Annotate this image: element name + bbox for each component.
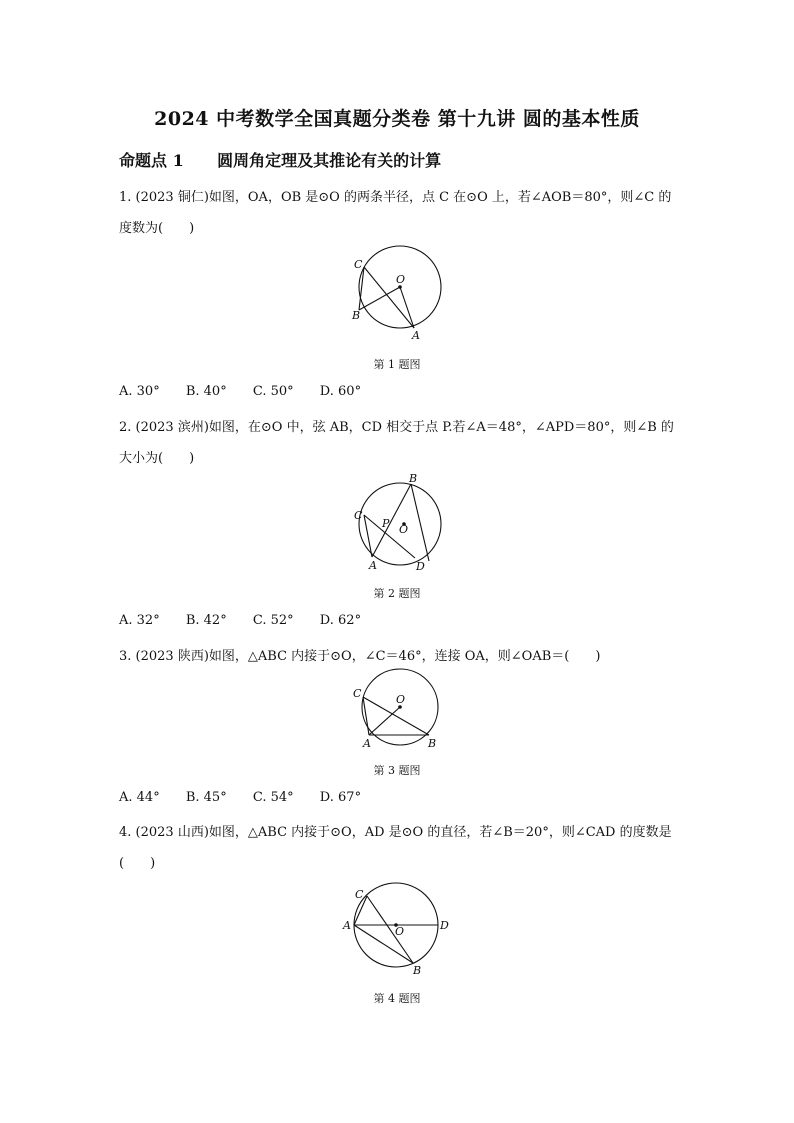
label-b: B bbox=[428, 737, 437, 750]
option-b: B. 42° bbox=[185, 613, 227, 628]
option-a: A. 44° bbox=[119, 790, 160, 805]
chord-ab bbox=[372, 484, 411, 557]
option-a: A. 30° bbox=[119, 384, 160, 399]
segment-ca bbox=[363, 697, 369, 735]
option-b: B. 45° bbox=[185, 790, 227, 805]
segment-oa bbox=[400, 287, 414, 328]
figure-3-caption: 第 3 题图 bbox=[373, 764, 421, 777]
question-1-text-line2: 度数为( ) bbox=[119, 221, 195, 236]
figure-1 bbox=[345, 243, 455, 343]
option-d: D. 62° bbox=[319, 613, 362, 628]
question-2-text-line1: 2. (2023 滨州)如图，在⊙O 中，弦 AB，CD 相交于点 P.若∠A＝48°，∠APD＝80°，则∠B 的 bbox=[119, 420, 674, 435]
label-o: O bbox=[399, 523, 409, 536]
option-b: B. 40° bbox=[185, 384, 227, 399]
option-c: C. 54° bbox=[252, 790, 294, 805]
segment-ob bbox=[359, 287, 400, 310]
figure-4 bbox=[338, 880, 458, 980]
label-o: O bbox=[395, 925, 405, 938]
label-b: B bbox=[352, 309, 361, 322]
label-b: B bbox=[409, 472, 418, 485]
option-d: D. 67° bbox=[319, 790, 362, 805]
label-d: D bbox=[440, 919, 449, 932]
question-3-text-line1: 3. (2023 陕西)如图，△ABC 内接于⊙O，∠C＝46°，连接 OA，则∠OAB＝( ) bbox=[119, 649, 601, 664]
figure-3 bbox=[345, 665, 455, 755]
option-c: C. 52° bbox=[252, 613, 294, 628]
segment-cb bbox=[367, 896, 413, 963]
label-a: A bbox=[343, 919, 351, 932]
label-c: C bbox=[355, 888, 364, 901]
label-a: A bbox=[363, 737, 371, 750]
label-c: C bbox=[353, 687, 362, 700]
question-2-text-line2: 大小为( ) bbox=[119, 451, 195, 466]
label-o: O bbox=[396, 693, 406, 706]
label-p: P bbox=[382, 517, 390, 530]
chord-cd bbox=[364, 515, 415, 558]
label-a: A bbox=[369, 559, 377, 572]
label-c: C bbox=[354, 258, 363, 271]
label-c: C bbox=[354, 509, 363, 522]
label-b: B bbox=[413, 964, 422, 977]
label-d: D bbox=[416, 560, 425, 573]
figure-2-caption: 第 2 题图 bbox=[373, 587, 421, 600]
figure-1-caption: 第 1 题图 bbox=[373, 358, 421, 371]
figure-4-caption: 第 4 题图 bbox=[373, 992, 421, 1005]
question-1-text-line1: 1. (2023 铜仁)如图，OA，OB 是⊙O 的两条半径，点 C 在⊙O 上，若∠AOB＝80°，则∠C 的 bbox=[119, 190, 672, 205]
question-2-options bbox=[119, 613, 383, 628]
option-c: C. 50° bbox=[252, 384, 294, 399]
question-4-text-line2: ( ) bbox=[119, 856, 156, 871]
option-d: D. 60° bbox=[319, 384, 362, 399]
segment-ca bbox=[364, 267, 414, 328]
label-a: A bbox=[412, 329, 420, 342]
figure-2 bbox=[345, 471, 455, 576]
section-heading: 命题点 1 圆周角定理及其推论有关的计算 bbox=[119, 151, 442, 170]
option-a: A. 32° bbox=[119, 613, 160, 628]
question-1-options bbox=[119, 384, 383, 399]
label-o: O bbox=[396, 273, 406, 286]
page-title: 2024 中考数学全国真题分类卷 第十九讲 圆的基本性质 bbox=[154, 108, 640, 130]
segment-ab bbox=[354, 925, 413, 963]
question-4-text-line1: 4. (2023 山西)如图，△ABC 内接于⊙O，AD 是⊙O 的直径，若∠B＝20°，则∠CAD 的度数是 bbox=[119, 825, 672, 840]
segment-bd bbox=[411, 484, 429, 561]
segment-oa bbox=[369, 707, 400, 735]
question-3-options bbox=[119, 790, 383, 805]
